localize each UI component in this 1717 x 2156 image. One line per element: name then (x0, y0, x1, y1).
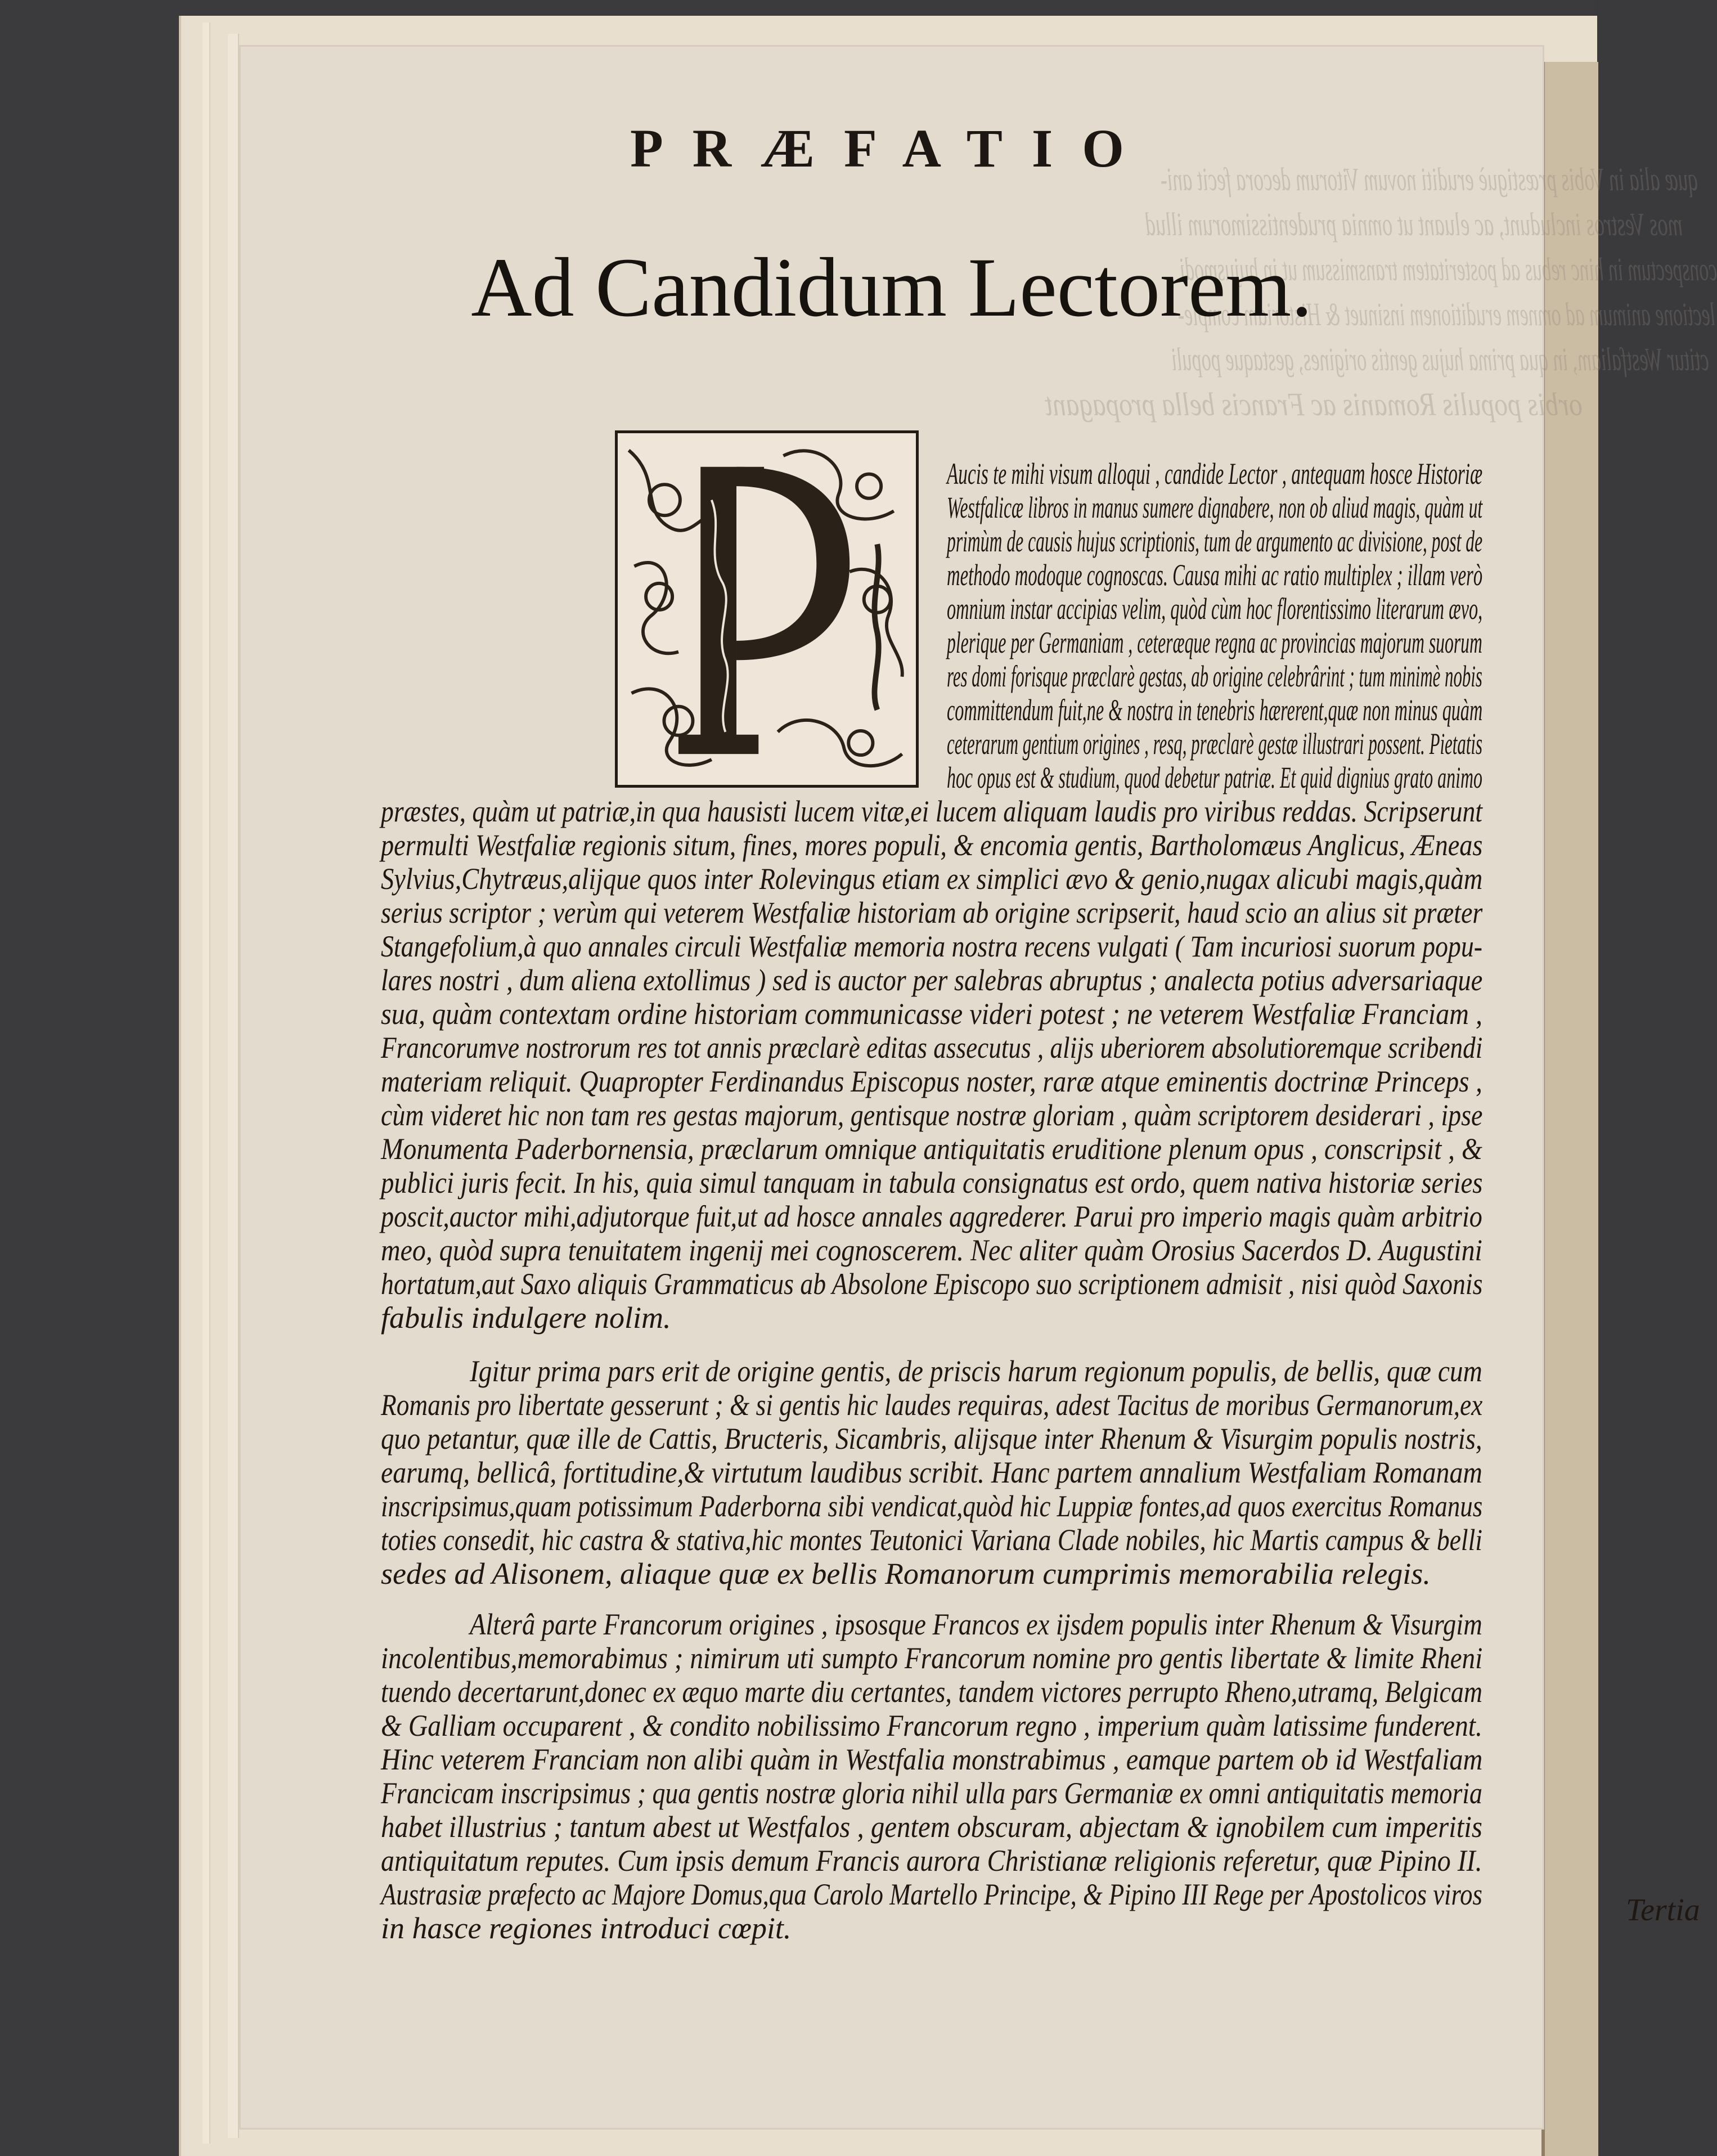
text-line: incolentibus,memorabimus ; nimirum uti sumpto Francorum nomine pro gentis libertate & limite Rheni (381, 1641, 1483, 1675)
text-line: præstes, quàm ut patriæ,in qua hausisti lucem vitæ,ei lucem aliquam laudis pro viribus reddas. Scripserunt (381, 794, 1483, 828)
text-line: Austrasiæ præfecto ac Majore Domus,qua Carolo Martello Principe, & Pipino III Rege per Apostolicos viros (381, 1877, 1482, 1911)
page-stack-edge (203, 23, 210, 2144)
text-line: Francicam inscripsimus ; qua gentis nostræ gloria nihil ulla pars Germaniæ ex omni antiquitatis memoria (381, 1776, 1482, 1810)
text-line: serius scriptor ; verùm qui veterem Westfaliæ historiam ab origine scripserit, haud scio an alius sit præter (381, 896, 1483, 929)
text-line: Alterâ parte Francorum origines , ipsosque Francos ex ijsdem populis inter Rhenum & Visurgim (470, 1607, 1482, 1641)
text-line: primùm de causis hujus scriptionis, tum de argumento ac divisione, post de (947, 524, 1483, 558)
text-line: Sylvius,Chytræus,alijque quos inter Rolevingus etiam ex simplici ævo & genio,nugax alicubi magis,quàm (381, 862, 1483, 896)
text-line: materiam reliquit. Quapropter Ferdinandus Episcopus noster, raræ atque eminentis doctrinæ Princeps , (381, 1064, 1482, 1098)
page-title: Ad Candidum Lectorem. (471, 241, 1313, 334)
text-line: ceterarum gentium origines , resq, præclarè gestæ illustrari possent. Pietatis (947, 727, 1483, 761)
text-line: Romanis pro libertate gesserunt ; & si gentis hic laudes requiras, adest Tacitus de moribus Germanorum,ex (381, 1388, 1483, 1422)
page-fore-edge (228, 34, 239, 2138)
bleed-through-line: conspectum in hinc rebus ad posteritatem transmissum ut in hujusmodi (1180, 251, 1717, 288)
text-line: Igitur prima pars erit de origine gentis, de priscis harum regionum populis, de bellis, quæ cum (470, 1354, 1482, 1388)
text-line: methodo modoque cognoscas. Causa mihi ac ratio multiplex ; illam verò (947, 558, 1483, 592)
text-line: res domi forisque præclarè gestas, ab origine celebrârint ; tum minimè nobis (947, 659, 1482, 693)
text-line: hortatum,aut Saxo aliquis Grammaticus ab Absolone Episcopo suo scriptionem admisit , nisi quòd Saxonis (381, 1267, 1483, 1301)
text-line: committendum fuit,ne & nostra in tenebris hærerent,quæ non minus quàm (947, 693, 1483, 727)
book-page (239, 45, 1717, 2130)
bleed-through-line: orbis populis Romanis ac Francis bella propagant (1045, 386, 1583, 423)
catchword: Tertia (1626, 1893, 1700, 1928)
bleed-through-line: quæ alia in Vobis præstiguè eruditi novum Vitorum decora fecit ani- (1161, 161, 1698, 197)
text-line: habet illustrius ; tantum abest ut Westfalos , gentem obscuram, abjectam & ignobilem cum imperitis (381, 1810, 1482, 1844)
text-line: Stangefolium,à quo annales circuli Westfaliæ memoria nostra recens vulgati ( Tam incuriosi suorum popu- (381, 929, 1483, 963)
bleed-through-line: ctitur Westfaliam, in qua prima hujus gentis origines, gestaque populi (1171, 341, 1709, 378)
bleed-through-line: lectione animum ad omnem eruditionem insinuet & Historiam comple- (1177, 296, 1716, 333)
text-line: lares nostri , dum aliena extollimus ) sed is auctor per salebras abruptus ; analecta potius adversariaque (381, 963, 1483, 997)
text-line: toties consedit, hic castra & stativa,hic montes Teutonici Variana Clade nobiles, hic Martis campus & belli (381, 1523, 1482, 1557)
text-line: earumq, bellicâ, fortitudine,& virtutum laudibus scribit. Hanc partem annalium Westfaliam Romanam (381, 1456, 1482, 1489)
text-line: sua, quàm contextam ordine historiam communicasse videri potest ; ne veterem Westfaliæ Franciam , (381, 997, 1483, 1031)
text-line: cùm videret hic non tam res gestas majorum, gentisque nostræ gloriam , quàm scriptorem desiderari , ipse (381, 1098, 1483, 1132)
text-line: poscit,auctor mihi,adjutorque fuit,ut ad hosce annales aggrederer. Parui pro imperio magis quàm arbitrio (381, 1200, 1482, 1233)
text-line: plerique per Germaniam , ceteræque regna ac provincias majorum suorum (947, 626, 1482, 659)
text-line: antiquitatum reputes. Cum ipsis demum Francis aurora Christianæ religionis referetur, quæ Pipino II. (381, 1844, 1482, 1877)
text-line: Monumenta Paderbornensia, præclarum omnique antiquitatis eruditione plenum opus , conscripsit , & (381, 1132, 1482, 1166)
text-line: omnium instar accipias velim, quòd cùm hoc florentissimo literarum ævo, (947, 592, 1483, 626)
text-line: fabulis indulgere nolim. (381, 1301, 671, 1335)
text-line: in hasce regiones introduci cœpit. (381, 1911, 792, 1945)
bleed-through-line: mos Vestros includunt, ac eluant ut omnia prudentissimorum illud (1145, 206, 1683, 242)
text-line: hoc opus est & studium, quod debetur patriæ. Et quid dignius grato animo (947, 761, 1482, 794)
text-line: inscripsimus,quam potissimum Paderborna sibi vendicat,quòd hic Luppiæ fontes,ad quos exercitus Romanus (381, 1489, 1483, 1523)
text-line: Hinc veterem Franciam non alibi quàm in Westfalia monstrabimus , eamque partem ob id Westfaliam (381, 1742, 1483, 1776)
text-line: Francorumve nostrorum res tot annis præclarè editas assecutus , alijs uberiorem absolutioremque scribendi (381, 1031, 1483, 1064)
text-line: & Galliam occuparent , & condito nobilissimo Francorum regno , imperium quàm latissime funderent. (381, 1709, 1482, 1742)
text-line: tuendo decertarunt,donec ex æquo marte diu certantes, tandem victores perrupto Rheno,utramq, Belgicam (381, 1675, 1483, 1709)
floral-ornament-icon (618, 433, 916, 785)
decorated-initial (615, 430, 919, 788)
text-line: publici juris fecit. In his, quia simul tanquam in tabula consignatus est ordo, quem nativa historiæ series (381, 1166, 1483, 1200)
text-line: sedes ad Alisonem, aliaque quæ ex bellis Romanorum cumprimis memorabilia relegis. (381, 1557, 1431, 1591)
text-line: Aucis te mihi visum alloqui , candide Lector , antequam hosce Historiæ (947, 457, 1483, 491)
running-title: PRÆFATIO (630, 118, 1153, 178)
text-line: Westfalicæ libros in manus sumere dignabere, non ob aliud magis, quàm ut (947, 491, 1483, 524)
text-line: quo petantur, quæ ille de Cattis, Bructeris, Sicambris, alijsque inter Rhenum & Visurgim populis nostris, (381, 1422, 1482, 1456)
text-line: permulti Westfaliæ regionis situm, fines, mores populi, & encomia gentis, Bartholomæus Anglicus, Æneas (381, 828, 1483, 862)
text-line: meo, quòd supra tenuitatem ingenij mei cognoscerem. Nec aliter quàm Orosius Sacerdos D. Augustini (381, 1233, 1482, 1267)
